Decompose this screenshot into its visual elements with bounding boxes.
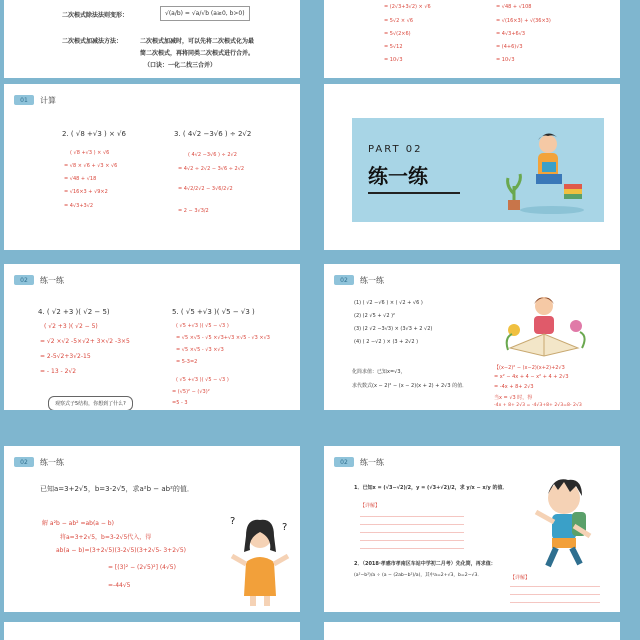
question: 已知a=3+2√5，b=3-2√5，求a²b − ab²的值．: [40, 485, 194, 493]
solution-line: = √5 ×√5 - √3 ×√3: [176, 347, 224, 353]
boy-running-illustration: [524, 476, 604, 572]
section-tag: [14, 274, 64, 286]
slide-rules[interactable]: [4, 0, 300, 78]
solution-line: = √2 ×√2 -5×√2+ 3×√2 -3×5: [40, 338, 130, 345]
evaluate-question: 化简求值：已知x=√3，: [352, 369, 406, 375]
tag-number: 02: [14, 457, 34, 467]
girl-reading-illustration: [500, 290, 590, 360]
evaluate-question-2: 求代数式(x − 2)² − (x − 2)(x + 2) + 2√3 的值．: [352, 383, 468, 389]
answer-line: 当x = √3 时，得: [494, 395, 533, 401]
title-underline: [368, 192, 460, 194]
solution-line: = √(16×3) + √(36×3): [496, 18, 551, 24]
solution-line: ( √5 +√3 )( √5 − √3 ): [176, 323, 229, 329]
solution-line: = 2 − 3√3/2: [178, 208, 209, 214]
solution-line: =5 - 3: [172, 400, 188, 406]
solution-line: = 5√12: [384, 44, 403, 50]
problem-3: 3. ( 4√2 −3√6 ) ÷ 2√2: [174, 130, 252, 138]
slide-partial-bottom-right[interactable]: [324, 622, 620, 640]
exercise-item: (2) (2 √5 + √2 )²: [354, 313, 396, 319]
solution-line: ( √2 +3 )( √2 − 5): [44, 323, 98, 330]
rule-add-text2: 简二次根式，再将同类二次根式进行合并。: [140, 50, 255, 57]
solution-line: = 4√2 ÷ 2√2 − 3√6 ÷ 2√2: [178, 166, 245, 172]
solution-line: =-44√5: [108, 582, 131, 589]
part-label: PART 02: [368, 144, 423, 155]
solution-line: = (√5)² − (√3)²: [172, 389, 210, 395]
slide-part-title[interactable]: [324, 84, 620, 250]
solution-line: = √16×3 + √9×2: [64, 189, 108, 195]
problem-4: 4. ( √2 +3 )( √2 − 5): [38, 308, 110, 316]
question-2-expression: (a²−b²)/a ÷ (a − (2ab−b²)/a)，其中a=2+√3，b=2−√3．: [354, 573, 482, 578]
solution-line: = √5 ×√5 - √5 ×√3+√3 ×√5 - √3 ×√3: [176, 335, 270, 341]
tag-number: 02: [334, 275, 354, 285]
rule-div-label: 二次根式除法法则变形：: [62, 12, 129, 19]
solution-line: ab(a − b)=(3+2√5)(3-2√5)(3+2√5- 3+2√5): [56, 547, 186, 554]
svg-text:?: ?: [230, 516, 236, 527]
tag-label: 练一练: [360, 457, 384, 467]
answer-line: 【(x−2)² − (x−2)(x+2)+2√3: [494, 365, 565, 371]
solution-line: = (2√3+3√2) × √6: [384, 4, 431, 10]
solution-line: = √48 + √108: [496, 4, 532, 10]
solution-line: = 10√3: [496, 57, 515, 63]
solution-line: = (4+6)√3: [496, 44, 523, 50]
problem-5: 5. ( √5 +√3 )( √5 − √3 ): [172, 308, 255, 316]
exercise-item: (4) ( 2 −√2 ) × (3 + 2√2 ): [354, 339, 419, 345]
solution-line: = 5-3=2: [176, 359, 198, 365]
answer-line: -4x + 8+ 2√3 = -4√3+8+ 2√3=8- 2√3: [494, 403, 582, 408]
solution-line: = √48 + √18: [64, 176, 97, 182]
solution-line: = 5√(2×6): [384, 31, 411, 37]
rule-add-tip: （口诀：一化二找三合并）: [144, 62, 217, 69]
solution-heading: 解 a²b − ab² =ab(a − b): [42, 520, 114, 527]
detail-lines: [510, 582, 600, 604]
tag-label: 练一练: [40, 275, 64, 285]
svg-text:?: ?: [282, 522, 288, 533]
solution-line: = 2-5√2+3√2-15: [40, 353, 91, 360]
section-tag: [14, 456, 64, 468]
solution-line: = √8 × √6 + √3 × √6: [64, 163, 118, 169]
section-title: 练一练: [368, 164, 428, 188]
tag-number: 01: [14, 95, 34, 105]
answer-line: = -4x + 8+ 2√3: [494, 384, 534, 390]
rule-add-label: 二次根式加减法方法：: [62, 38, 123, 45]
tag-label: 练一练: [40, 457, 64, 467]
question-1: 1．已知x = (√3−√2)/2，y = (√3+√2)/2，求 y/x − x/y 的值．: [354, 485, 508, 491]
solution-line: = 4√3+3√2: [64, 203, 94, 209]
solution-line: = 10√3: [384, 57, 403, 63]
slide-partial-bottom-left[interactable]: [4, 622, 300, 640]
tag-number: 02: [334, 457, 354, 467]
slide-practice-ab[interactable]: [4, 446, 300, 612]
exercise-item: (1) ( √2 −√6 ) × ( √2 + √6 ): [354, 300, 423, 306]
question-2: 2．（2018·孝感市孝南区车站中学初二月考）先化简，再求值：: [354, 561, 496, 567]
solution-line: = 4√3+6√3: [496, 31, 526, 37]
girl-thinking-illustration: [226, 512, 296, 608]
detail-label: 【详解】: [360, 503, 381, 509]
solution-line: ( 4√2 −3√6 ) ÷ 2√2: [188, 152, 237, 158]
section-tag: [14, 94, 56, 106]
slide-practice-list[interactable]: [324, 264, 620, 410]
detail-lines: [360, 512, 464, 554]
exercise-item: (3) (2 √2 −3√3) × (3√3 + 2 √2): [354, 326, 433, 332]
solution-line: = 4√2/2√2 − 3√6/2√2: [178, 186, 233, 192]
slide-practice-4-5[interactable]: [4, 264, 300, 410]
solution-line: ( √5 +√3 )( √5 − √3 ): [176, 377, 229, 383]
solution-line: = [(3)² − (2√5)²] (4√5): [108, 564, 176, 571]
slide-practice-xy[interactable]: [324, 446, 620, 612]
hint-bubble: 观察式子5结构，你想到了什么?: [48, 396, 133, 410]
detail-label: 【详解】: [510, 575, 531, 581]
solution-line: = - 13 - 2√2: [40, 368, 77, 375]
tag-label: 计算: [40, 95, 56, 105]
section-tag: [334, 456, 384, 468]
solution-line: 将a=3+2√5，b=3-2√5代入，得: [60, 534, 152, 541]
problem-2: 2. ( √8 +√3 ) × √6: [62, 130, 126, 138]
solution-line: ( √8 +√3 ) × √6: [70, 150, 110, 156]
slide-calculate[interactable]: [4, 84, 300, 250]
rule-div-formula: √(a/b) = √a/√b (a≥0, b>0): [160, 6, 250, 21]
student-reading-illustration: [492, 126, 592, 216]
solution-line: = 5√2 × √6: [384, 18, 414, 24]
answer-line: = x² − 4x + 4 − x² + 4 + 2√3: [494, 374, 569, 380]
section-tag: [334, 274, 384, 286]
tag-label: 练一练: [360, 275, 384, 285]
rule-add-text1: 二次根式加减时，可以先将二次根式化为最: [140, 38, 255, 45]
slide-solutions-top[interactable]: [324, 0, 620, 78]
tag-number: 02: [14, 275, 34, 285]
